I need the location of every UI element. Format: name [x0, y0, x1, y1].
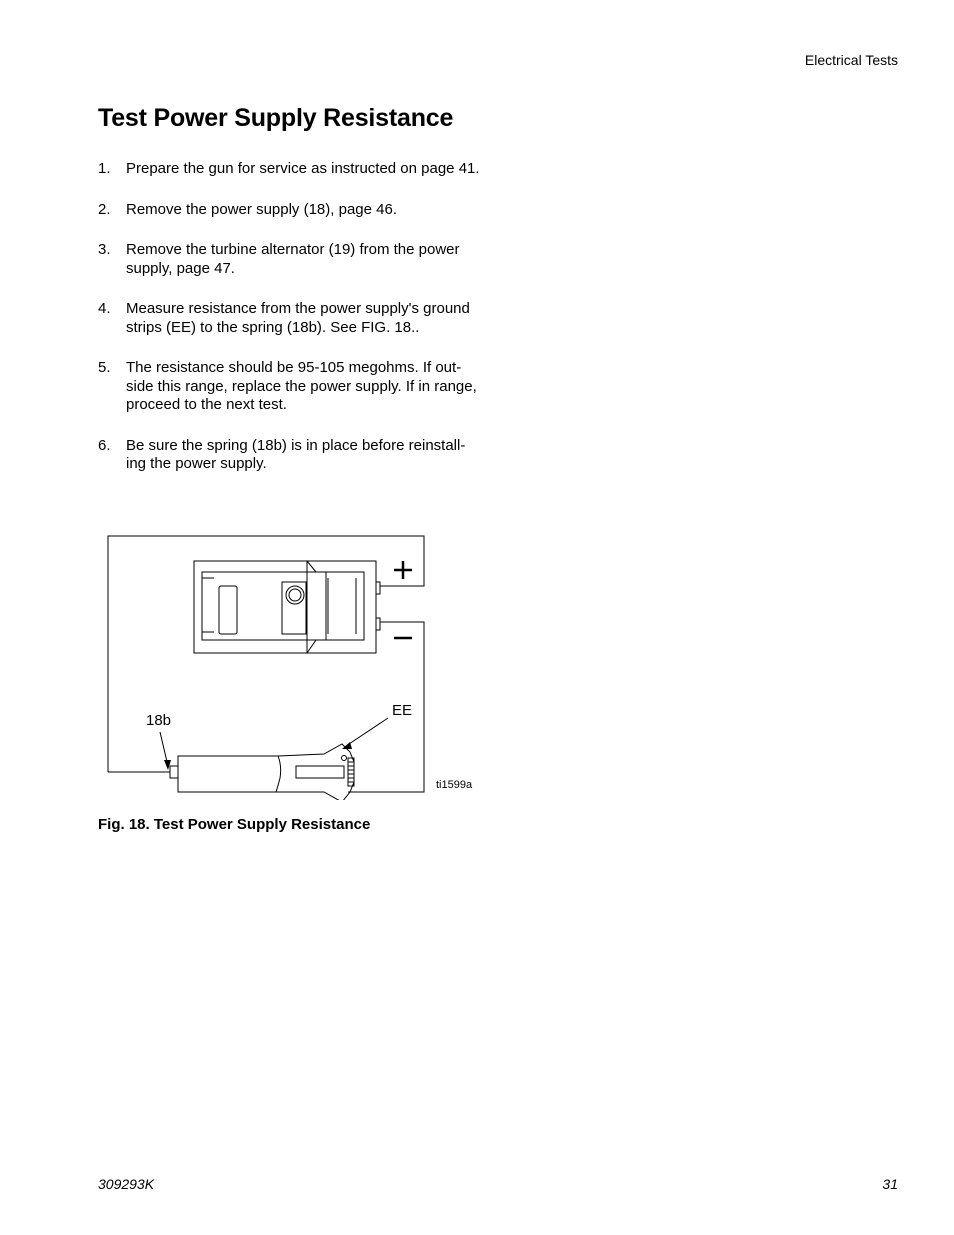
figure-caption: Fig. 18. Test Power Supply Resistance — [98, 816, 371, 833]
step-number: 2. — [98, 200, 111, 218]
step-number: 6. — [98, 436, 111, 454]
spring-18b — [170, 766, 178, 778]
figure-18 — [98, 530, 488, 800]
power-supply-cap — [276, 744, 354, 800]
page-number: 31 — [882, 1176, 898, 1192]
step-text: Remove the turbine alternator (19) from the power supply, page 47. — [126, 241, 460, 277]
step-text: Remove the power supply (18), page 46. — [126, 200, 397, 218]
meter-frame — [307, 561, 376, 653]
step-number: 3. — [98, 241, 111, 258]
meter-body — [194, 561, 376, 653]
step-item — [98, 201, 483, 220]
document-number: 309293K — [98, 1176, 155, 1192]
running-header: Electrical Tests — [804, 52, 898, 68]
callout-ee: EE — [392, 702, 413, 719]
step-text: Measure resistance from the power supply's ground strips (EE) to the spring (18b). See FIG. 18.. — [126, 300, 470, 336]
step-item — [98, 437, 483, 474]
step-text: Prepare the gun for service as instructed on page 41. — [126, 160, 480, 177]
power-supply-body — [178, 756, 281, 792]
meter-face-outline — [307, 561, 364, 653]
step-text: Be sure the spring (18b) is in place before reinstall-ing the power supply. — [126, 436, 466, 472]
test-lead-wire — [348, 622, 424, 792]
step-number: 1. — [98, 160, 111, 177]
step-item — [98, 300, 483, 337]
step-item — [98, 160, 483, 179]
positive-terminal — [376, 582, 380, 594]
step-number: 4. — [98, 300, 111, 317]
callout-18b: 18b — [146, 712, 172, 729]
step-number: 5. — [98, 359, 111, 376]
page-title: Test Power Supply Resistance — [98, 104, 454, 132]
test-lead-wire — [108, 536, 424, 772]
power-supply-label-plate — [296, 766, 344, 778]
step-item — [98, 359, 483, 415]
step-item — [98, 241, 483, 278]
step-text: The resistance should be 95-105 megohms. If out-side this range, replace the power supply. If in range, proceed to the next test. — [126, 359, 477, 413]
meter-display — [219, 586, 237, 634]
negative-terminal — [376, 618, 380, 630]
leader-line-ee — [346, 718, 388, 746]
resistance-test-diagram — [98, 530, 488, 800]
procedure-steps — [98, 160, 483, 496]
figure-image-id: ti1599a — [436, 779, 473, 791]
